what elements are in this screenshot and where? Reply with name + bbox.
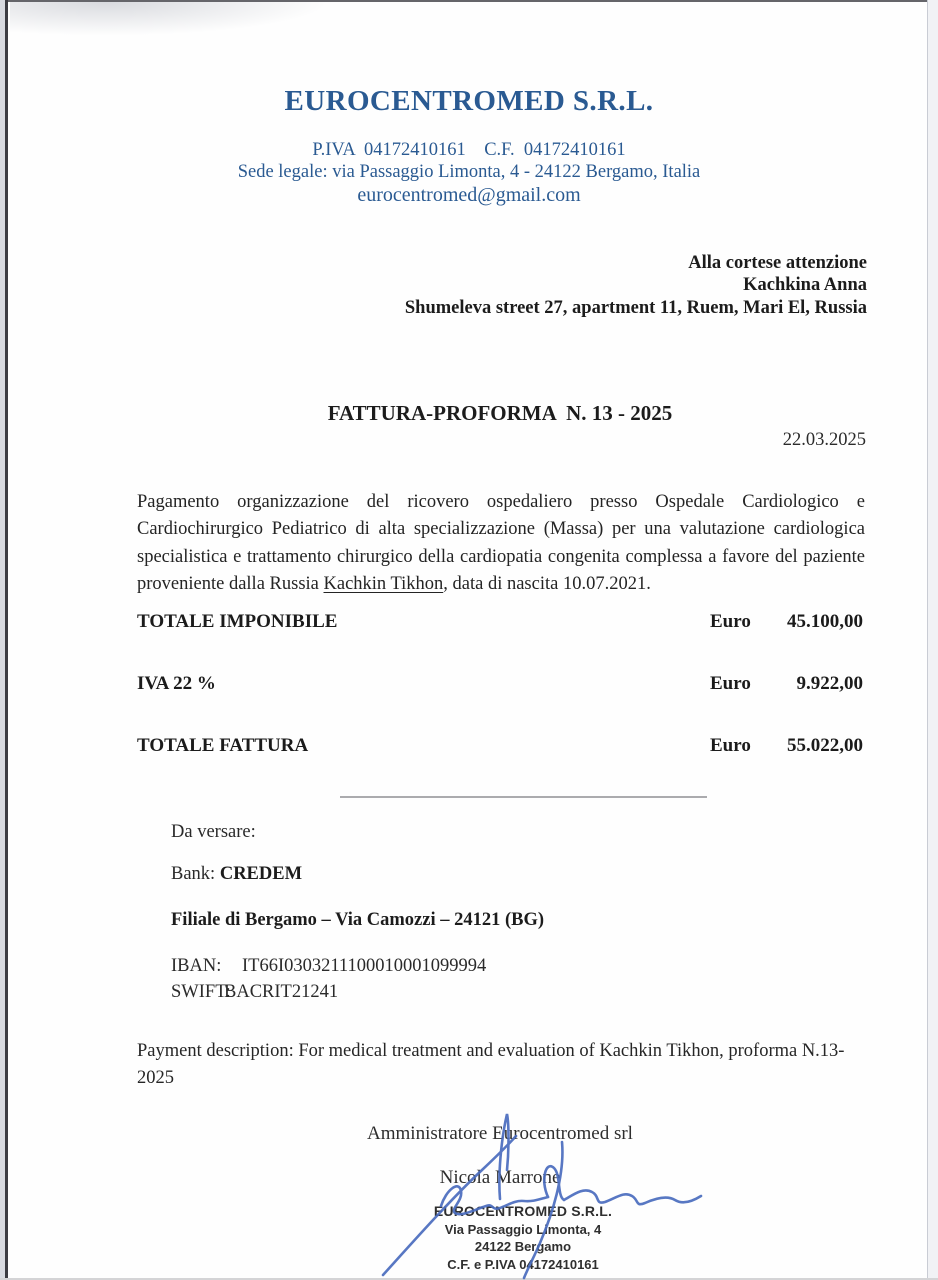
currency-label: Euro [710,735,751,756]
payment-description: Payment description: For medical treatment and evaluation of Kachkin Tikhon, proforma N.13-2025 [137,1041,845,1088]
patient-name: Kachkin Tikhon [323,574,444,595]
iban-line [171,956,486,977]
iban-value: IT66I0303211100010001099994 [242,956,487,976]
recipient-block [405,252,867,319]
stamp-city: 24122 Bergamo [474,1239,572,1254]
totals-table [137,611,863,797]
stamp-address: Via Passaggio Limonta, 4 [444,1221,602,1237]
iva-amount: 9.922,00 [796,673,863,694]
company-address-line: Sede legale: via Passaggio Limonta, 4 - 24122 Bergamo, Italia [237,162,701,182]
total-imponibile-label: TOTALE IMPONIBILE [137,611,338,632]
bank-name: CREDEM [219,864,303,884]
invoice-date: 22.03.2025 [782,430,866,450]
company-letterhead [0,84,938,207]
bank-label: Bank: [171,864,220,884]
bank-name-line [171,864,302,885]
company-vat-line: P.IVA 04172410161 C.F. 04172410161 [312,140,626,160]
administrator-role-line: Amministratore Eurocentromed srl [367,1123,633,1144]
paragraph-line: Pagamento organizzazione del ricovero ospedaliero presso Ospedale Cardiologico e [137,492,865,512]
scan-smudge [10,2,330,36]
bank-branch-line: Filiale di Bergamo – Via Camozzi – 24121 (BG) [171,910,545,930]
swift-label: SWIFT: [171,982,231,1002]
paragraph-after-name: , data di nascita 10.07.2021. [443,574,651,595]
swift-line [171,982,338,1003]
iva-label: IVA 22 % [137,673,216,694]
total-imponibile-amount: 45.100,00 [787,611,863,632]
company-email: eurocentromed@gmail.com [357,184,581,206]
table-row [137,611,863,633]
stamp-company-name: EUROCENTROMED S.R.L. [433,1203,613,1219]
recipient-salutation: Alla cortese attenzione [688,253,867,273]
iban-label: IBAN: [171,956,222,976]
paragraph-before-name: proveniente dalla Russia [137,574,324,595]
stamp-fiscal-code: C.F. e P.IVA 04172410161 [447,1256,599,1272]
currency-label: Euro [710,611,751,632]
paragraph-last-line [137,571,865,598]
paragraph-line: Cardiochirurgico Pediatrico di alta specializzazione (Massa) per una valutazione cardiologica [137,519,865,540]
table-row [137,735,863,757]
total-fattura-amount: 55.022,00 [787,735,863,756]
recipient-address: Shumeleva street 27, apartment 11, Ruem, Mari El, Russia [404,297,867,318]
table-row [137,673,863,695]
invoice-title: FATTURA-PROFORMA N. 13 - 2025 [327,401,673,425]
service-description-paragraph [137,489,865,599]
recipient-name: Kachkina Anna [743,275,867,296]
scan-edge-top [0,0,938,2]
company-stamp [434,1203,612,1273]
section-divider-line [340,796,707,798]
da-versare-label: Da versare: [171,822,256,842]
paragraph-line: specialistica e trattamento chirurgico della cardiopatia congenita complessa a favore del paziente [137,546,865,567]
swift-value: BACRIT21241 [224,982,339,1002]
signer-name: Nicola Marrone [439,1167,561,1188]
company-name: EUROCENTROMED S.R.L. [284,85,654,117]
currency-label: Euro [710,673,751,694]
total-fattura-label: TOTALE FATTURA [137,735,309,756]
